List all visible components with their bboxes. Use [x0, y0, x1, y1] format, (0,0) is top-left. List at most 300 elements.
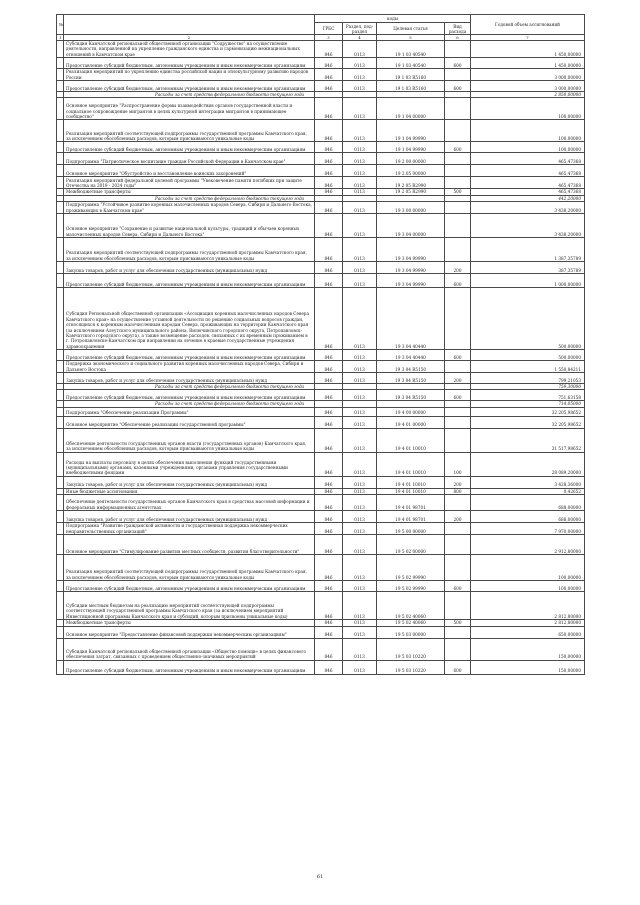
row-name-cell: Субсидия Камчатской региональной общественной организации "Содружество" на осуществление деятельности, направленной на укрепление гражданского единства и гармонизацию межнациональных отношений в Камчатском крае — [64, 41, 315, 58]
row-sum-cell: 100,00000 — [471, 120, 585, 142]
row-num-cell — [57, 274, 64, 288]
row-sum-cell: 2 812,80000 — [471, 620, 585, 626]
row-vid-cell: 600 — [445, 660, 471, 674]
row-target-cell: 19 3 04 99990 — [377, 238, 445, 262]
row-name-cell: Подпрограмма "Патриотическое воспитание граждан Российской Федерации в Камчатском крае" — [64, 153, 315, 165]
row-num-cell — [57, 373, 64, 384]
row-target-cell: 19 4 01 10010 — [377, 428, 445, 452]
row-num-cell — [57, 165, 64, 177]
row-target-cell: 19 3 04 99990 — [377, 274, 445, 288]
row-num-cell — [57, 177, 64, 189]
row-name-cell: Субсидия Региональной общественной организации «Ассоциация коренных малочисленных народов Севера Камчатского края» на осуществление уставной деятельности по решению социальных вопросов граждан, относящихся к коренным малочисленным народам Севера, проживающих на территории Камчатского края (за исключением Алеутского муниципального района, Вилючинского городского округа, Петропавловск-Камчатского городского округа), а также возмещение расходов, связанных с их временным проживанием в г. Петропавловске-Камчатском при направлении на лечение в краевые государственные учреждения здравоохранения — [64, 288, 315, 350]
row-name-cell: Субсидии местным бюджетам на реализацию мероприятий соответствующей подпрограммы соответствующей государственной программы Камчатского края (за исключением мероприятий Инвестиционной программы Камчатского края и субсидий, которым присвоены уникальные коды) — [64, 592, 315, 620]
row-vid-cell — [445, 555, 471, 581]
row-sum-cell: 100,00000 — [471, 581, 585, 592]
row-sum-cell: 32 205,98652 — [471, 407, 585, 416]
row-name-cell: Подпрограмма "Устойчивое развитие коренных малочисленных народов Севера, Сибири и Дальнего Востока, проживающих в Камчатском крае" — [64, 202, 315, 214]
row-num-cell — [57, 41, 64, 58]
row-vid-cell — [445, 98, 471, 120]
row-vid-cell — [445, 238, 471, 262]
row-target-cell: 19 4 01 98701 — [377, 511, 445, 523]
row-sum-cell: 465,47368 — [471, 189, 585, 195]
row-grbs-cell: 846 — [315, 120, 343, 142]
table-row — [57, 120, 585, 142]
row-razdel-cell: 0113 — [343, 488, 377, 494]
row-num-cell — [57, 238, 64, 262]
row-razdel-cell: 0113 — [343, 153, 377, 165]
table-row — [57, 142, 585, 153]
row-sum-cell: 465,47368 — [471, 153, 585, 165]
row-target-cell: 19 3 04 40440 — [377, 350, 445, 361]
row-vid-cell — [445, 214, 471, 238]
table-row — [57, 350, 585, 361]
table-row — [57, 581, 585, 592]
row-razdel-cell: 0113 — [343, 452, 377, 476]
row-sum-cell: 3 000,00000 — [471, 69, 585, 81]
row-sum-cell: 28 089,20000 — [471, 452, 585, 476]
row-target-cell: 19 4 00 00000 — [377, 407, 445, 416]
row-sum-cell: 150,00000 — [471, 638, 585, 660]
table-row — [57, 98, 585, 120]
row-num-cell — [57, 660, 64, 674]
row-grbs-cell: 846 — [315, 626, 343, 638]
row-vid-cell: 500 — [445, 189, 471, 195]
row-razdel-cell: 0113 — [343, 581, 377, 592]
row-name-cell: Основное мероприятие "Сохранение и развитие национальной культуры, традиций и обычаев коренных малочисленных народов Севера, Сибири и Дальнего Востока" — [64, 214, 315, 238]
row-name-cell: Поддержка экономического и социального развития коренных малочисленных народов Севера, Сибири и Дальнего Востока — [64, 361, 315, 373]
row-razdel-cell: 0113 — [343, 81, 377, 92]
row-target-cell: 19 2 05 00000 — [377, 165, 445, 177]
table-row — [57, 153, 585, 165]
row-name-cell: Основное мероприятие "Предоставление финансовой поддержки некоммерческим организациям" — [64, 626, 315, 638]
row-target-cell: 19 5 02 99990 — [377, 581, 445, 592]
row-target-cell: 19 1 03 R5160 — [377, 81, 445, 92]
row-sum-cell: 31 517,98652 — [471, 428, 585, 452]
row-razdel-cell: 0113 — [343, 620, 377, 626]
table-row — [57, 523, 585, 535]
row-vid-cell — [445, 202, 471, 214]
row-grbs-cell: 846 — [315, 165, 343, 177]
row-target-cell: 19 4 01 10010 — [377, 452, 445, 476]
row-grbs-cell: 846 — [315, 41, 343, 58]
row-razdel-cell: 0113 — [343, 98, 377, 120]
row-vid-cell: 600 — [445, 390, 471, 401]
row-grbs-cell: 846 — [315, 189, 343, 195]
row-num-cell — [57, 214, 64, 238]
table-row — [57, 626, 585, 638]
row-razdel-cell: 0113 — [343, 373, 377, 384]
row-name-cell: Обеспечение деятельности государственных органов Камчатского края в средствах массовой информации и федеральных информационных агентствах — [64, 495, 315, 511]
row-razdel-cell: 0113 — [343, 361, 377, 373]
table-row — [57, 41, 585, 58]
row-name-cell: Подпрограмма "Обеспечение реализации Программы" — [64, 407, 315, 416]
row-grbs-cell: 846 — [315, 592, 343, 620]
row-grbs-cell: 846 — [315, 535, 343, 555]
col-index: 3 — [315, 35, 343, 41]
row-sum-cell: 32 205,98652 — [471, 416, 585, 428]
row-sum-cell: 100,00000 — [471, 142, 585, 153]
row-razdel-cell: 0113 — [343, 288, 377, 350]
row-vid-cell — [445, 165, 471, 177]
row-target-cell: 19 3 04 R5150 — [377, 390, 445, 401]
row-vid-cell: 600 — [445, 581, 471, 592]
col-index: 7 — [471, 35, 585, 41]
table-row — [57, 511, 585, 523]
row-target-cell: 19 5 03 10220 — [377, 638, 445, 660]
row-name-cell: Расходы за счет средств федерального бюджета текущего года — [64, 401, 315, 407]
row-target-cell: 19 4 01 00000 — [377, 416, 445, 428]
row-name-cell: Предоставление субсидий бюджетным, автономным учреждениям и иным некоммерческим организациям — [64, 581, 315, 592]
table-row — [57, 238, 585, 262]
row-grbs-cell: 846 — [315, 511, 343, 523]
row-razdel-cell: 0113 — [343, 189, 377, 195]
row-sum-cell: 3 428,36000 — [471, 476, 585, 488]
row-num-cell — [57, 495, 64, 511]
table-row — [57, 262, 585, 274]
row-sum-cell: 759,30000 — [471, 384, 585, 390]
row-sum-cell: 799,21053 — [471, 373, 585, 384]
col-index: 1 — [57, 35, 64, 41]
row-target-cell: 19 1 04 99990 — [377, 120, 445, 142]
row-num-cell — [57, 361, 64, 373]
row-target-cell: 19 1 04 99990 — [377, 142, 445, 153]
table-row — [57, 58, 585, 69]
row-vid-cell: 200 — [445, 476, 471, 488]
table-row — [57, 288, 585, 350]
row-vid-cell — [445, 638, 471, 660]
col-target-header: Целевая статья — [377, 23, 445, 35]
row-name-cell: Межбюджетные трансферты — [64, 620, 315, 626]
row-sum-cell: 1 550,84211 — [471, 361, 585, 373]
row-vid-cell — [445, 416, 471, 428]
row-name-cell: Межбюджетные трансферты — [64, 189, 315, 195]
row-vid-cell — [445, 626, 471, 638]
row-name-cell: Реализация мероприятий федеральной целевой программы "Увековечение памяти погибших при защите Отечества на 2019 - 2024 годы" — [64, 177, 315, 189]
row-num-cell — [57, 452, 64, 476]
row-grbs-cell: 846 — [315, 69, 343, 81]
row-name-cell: Реализация мероприятий по укреплению единства российской нации и этнокультурному развитию народов России — [64, 69, 315, 81]
row-name-cell: Предоставление субсидий бюджетным, автономным учреждениям и иным некоммерческим организациям — [64, 81, 315, 92]
col-vid-header: Вид расхода — [445, 23, 471, 35]
table-row — [57, 495, 585, 511]
row-razdel-cell: 0113 — [343, 274, 377, 288]
row-razdel-cell: 0113 — [343, 407, 377, 416]
row-razdel-cell: 0113 — [343, 41, 377, 58]
row-target-cell: 19 1 03 40540 — [377, 58, 445, 69]
table-row — [57, 428, 585, 452]
row-target-cell: 19 4 01 98701 — [377, 495, 445, 511]
row-name-cell: Расходы на выплаты персоналу в целях обеспечения выполнения функций государственными (муниципальными) органами, казенными учреждениями, органами управления государственными внебюджетными фондами — [64, 452, 315, 476]
row-razdel-cell: 0113 — [343, 390, 377, 401]
row-name-cell: Предоставление субсидий бюджетным, автономным учреждениям и иным некоммерческим организациям — [64, 350, 315, 361]
row-razdel-cell: 0113 — [343, 350, 377, 361]
row-target-cell: 19 3 04 R5150 — [377, 361, 445, 373]
row-name-cell: Основное мероприятие "Обеспечение реализации государственной программы" — [64, 416, 315, 428]
row-num-cell — [57, 511, 64, 523]
row-target-cell: 19 5 02 99990 — [377, 555, 445, 581]
row-razdel-cell: 0113 — [343, 165, 377, 177]
row-num-cell — [57, 638, 64, 660]
row-vid-cell — [445, 428, 471, 452]
row-sum-cell: 387,35789 — [471, 262, 585, 274]
row-sum-cell: 0,42652 — [471, 488, 585, 494]
row-grbs-cell: 846 — [315, 620, 343, 626]
row-vid-cell — [445, 177, 471, 189]
row-grbs-cell: 846 — [315, 488, 343, 494]
row-vid-cell: 200 — [445, 373, 471, 384]
row-name-cell: Предоставление субсидий бюджетным, автономным учреждениям и иным некоммерческим организациям — [64, 660, 315, 674]
row-grbs-cell: 846 — [315, 660, 343, 674]
row-vid-cell: 100 — [445, 452, 471, 476]
row-razdel-cell: 0113 — [343, 262, 377, 274]
table-row — [57, 202, 585, 214]
row-num-cell — [57, 98, 64, 120]
row-name-cell: Основное мероприятие "Стимулирование развития местных сообществ, развития благотворительности" — [64, 535, 315, 555]
row-sum-cell: 500,00000 — [471, 350, 585, 361]
row-target-cell: 19 1 04 00000 — [377, 98, 445, 120]
row-target-cell: 19 3 04 99990 — [377, 262, 445, 274]
row-num-cell — [57, 428, 64, 452]
table-row — [57, 407, 585, 416]
row-sum-cell: 7 970,00000 — [471, 523, 585, 535]
row-num-cell — [57, 288, 64, 350]
col-index: 5 — [377, 35, 445, 41]
col-name-header — [64, 15, 315, 35]
row-sum-cell: 2 850,00000 — [471, 92, 585, 98]
row-vid-cell — [445, 120, 471, 142]
row-num-cell — [57, 407, 64, 416]
table-row — [57, 274, 585, 288]
row-name-cell: Реализация мероприятий соответствующей подпрограммы государственной программы Камчатского края, за исключением обособленных расходов, которым присваиваются уникальные коды — [64, 555, 315, 581]
row-name-cell: Закупка товаров, работ и услуг для обеспечения государственных (муниципальных) нужд — [64, 262, 315, 274]
row-razdel-cell: 0113 — [343, 120, 377, 142]
row-grbs-cell: 846 — [315, 81, 343, 92]
table-row — [57, 555, 585, 581]
row-grbs-cell: 846 — [315, 476, 343, 488]
col-index: 6 — [445, 35, 471, 41]
row-grbs-cell: 846 — [315, 98, 343, 120]
row-razdel-cell: 0113 — [343, 476, 377, 488]
table-row — [57, 592, 585, 620]
row-num-cell — [57, 555, 64, 581]
row-target-cell: 19 5 02 40060 — [377, 592, 445, 620]
row-name-cell: Предоставление субсидий бюджетным, автономным учреждениям и иным некоммерческим организациям — [64, 390, 315, 401]
row-vid-cell — [445, 288, 471, 350]
row-target-cell: 19 4 01 10010 — [377, 476, 445, 488]
table-row — [57, 416, 585, 428]
row-grbs-cell: 846 — [315, 555, 343, 581]
row-target-cell: 19 4 01 10010 — [377, 488, 445, 494]
row-grbs-cell: 846 — [315, 523, 343, 535]
row-target-cell: 19 1 03 R5160 — [377, 69, 445, 81]
row-sum-cell: 650,00000 — [471, 626, 585, 638]
row-vid-cell: 500 — [445, 620, 471, 626]
table-row — [57, 165, 585, 177]
row-num-cell — [57, 581, 64, 592]
row-razdel-cell: 0113 — [343, 202, 377, 214]
row-grbs-cell: 846 — [315, 288, 343, 350]
row-vid-cell: 200 — [445, 262, 471, 274]
table-row — [57, 373, 585, 384]
row-num-cell — [57, 153, 64, 165]
row-num-cell — [57, 535, 64, 555]
row-target-cell: 19 5 02 40060 — [377, 620, 445, 626]
table-row — [57, 452, 585, 476]
row-grbs-cell: 846 — [315, 581, 343, 592]
row-razdel-cell: 0113 — [343, 660, 377, 674]
row-target-cell: 19 5 00 00000 — [377, 523, 445, 535]
col-index: 4 — [343, 35, 377, 41]
table-row — [57, 638, 585, 660]
row-num-cell — [57, 592, 64, 620]
row-target-cell: 19 3 04 R5150 — [377, 373, 445, 384]
row-target-cell: 19 5 03 00000 — [377, 626, 445, 638]
row-target-cell: 19 3 04 00000 — [377, 214, 445, 238]
col-num-header: № — [57, 15, 64, 35]
row-razdel-cell: 0113 — [343, 555, 377, 581]
col-grbs-header: ГРБС — [315, 23, 343, 35]
row-grbs-cell: 846 — [315, 238, 343, 262]
row-num-cell — [57, 58, 64, 69]
row-razdel-cell: 0113 — [343, 58, 377, 69]
row-sum-cell: 1 000,00000 — [471, 274, 585, 288]
row-razdel-cell: 0113 — [343, 142, 377, 153]
row-sum-cell: 1 387,35789 — [471, 238, 585, 262]
row-num-cell — [57, 69, 64, 81]
row-grbs-cell: 846 — [315, 274, 343, 288]
row-vid-cell: 600 — [445, 274, 471, 288]
row-target-cell: 19 5 03 10220 — [377, 660, 445, 674]
row-vid-cell — [445, 153, 471, 165]
row-vid-cell — [445, 523, 471, 535]
row-num-cell — [57, 262, 64, 274]
row-name-cell: Обеспечение деятельности государственных органов власти (государственных органов) Камчатского края, за исключением обособленных расходов, которым присваиваются уникальные коды — [64, 428, 315, 452]
row-grbs-cell: 846 — [315, 428, 343, 452]
table-row — [57, 81, 585, 92]
row-grbs-cell: 846 — [315, 153, 343, 165]
row-grbs-cell: 846 — [315, 638, 343, 660]
row-grbs-cell: 846 — [315, 214, 343, 238]
table-row — [57, 660, 585, 674]
row-sum-cell: 150,00000 — [471, 660, 585, 674]
col-razdel-header: Раздел, под-раздел — [343, 23, 377, 35]
row-razdel-cell: 0113 — [343, 495, 377, 511]
row-name-cell: Закупка товаров, работ и услуг для обеспечения государственных (муниципальных) нужд — [64, 373, 315, 384]
row-vid-cell — [445, 361, 471, 373]
row-target-cell: 19 3 04 40440 — [377, 288, 445, 350]
row-sum-cell: 2 812,80000 — [471, 592, 585, 620]
table-row — [57, 69, 585, 81]
row-grbs-cell: 846 — [315, 262, 343, 274]
row-name-cell: Субсидия Камчатской региональной общественной организации «Общество помощи» в целях финансового обеспечения затрат, связанных с проведением общественно-значимых мероприятий — [64, 638, 315, 660]
table-body — [57, 41, 585, 675]
row-sum-cell: 465,47368 — [471, 177, 585, 189]
row-target-cell: 19 2 00 00000 — [377, 153, 445, 165]
row-razdel-cell: 0113 — [343, 428, 377, 452]
row-grbs-cell: 846 — [315, 416, 343, 428]
row-razdel-cell: 0113 — [343, 511, 377, 523]
row-razdel-cell: 0113 — [343, 626, 377, 638]
row-name-cell: Предоставление субсидий бюджетным, автономным учреждениям и иным некоммерческим организациям — [64, 274, 315, 288]
row-name-cell: Реализация мероприятий соответствующей подпрограммы государственной программы Камчатского края, за исключением обособленных расходов, которым присваиваются уникальные коды — [64, 120, 315, 142]
row-razdel-cell: 0113 — [343, 638, 377, 660]
row-grbs-cell: 846 — [315, 407, 343, 416]
row-grbs-cell: 846 — [315, 390, 343, 401]
row-vid-cell: 600 — [445, 58, 471, 69]
budget-table — [56, 14, 585, 675]
row-grbs-cell: 846 — [315, 452, 343, 476]
row-name-cell: Реализация мероприятий соответствующей подпрограммы государственной программы Камчатского края, за исключением обособленных расходов, которым присваиваются уникальные коды — [64, 238, 315, 262]
row-name-cell: Закупка товаров, работ и услуг для обеспечения государственных (муниципальных) нужд — [64, 476, 315, 488]
row-name-cell: Расходы за счет средств федерального бюджета текущего года — [64, 92, 315, 98]
row-name-cell: Основное мероприятие "Распространение формы взаимодействия органов государственной власти и социальное сопровождение мигрантов в целях культурной интеграции мигрантов в принимающее сообщество" — [64, 98, 315, 120]
row-target-cell: 19 2 05 R2990 — [377, 177, 445, 189]
row-name-cell: Предоставление субсидий бюджетным, автономным учреждениям и иным некоммерческим организациям — [64, 142, 315, 153]
row-num-cell — [57, 416, 64, 428]
row-grbs-cell: 846 — [315, 373, 343, 384]
row-vid-cell — [445, 69, 471, 81]
row-razdel-cell: 0113 — [343, 535, 377, 555]
row-razdel-cell: 0113 — [343, 416, 377, 428]
row-vid-cell: 600 — [445, 350, 471, 361]
row-sum-cell: 1 450,00000 — [471, 58, 585, 69]
row-target-cell: 19 3 00 00000 — [377, 202, 445, 214]
table-row — [57, 361, 585, 373]
row-grbs-cell: 846 — [315, 177, 343, 189]
row-vid-cell: 800 — [445, 488, 471, 494]
row-num-cell — [57, 626, 64, 638]
row-num-cell — [57, 142, 64, 153]
codes-header: коды — [315, 15, 471, 23]
row-grbs-cell: 846 — [315, 58, 343, 69]
row-target-cell: 19 2 05 R2990 — [377, 189, 445, 195]
row-name-cell: Иные бюджетные ассигнования — [64, 488, 315, 494]
row-vid-cell: 600 — [445, 81, 471, 92]
row-target-cell: 19 1 03 40540 — [377, 41, 445, 58]
row-name-cell: Расходы за счет средств федерального бюджета текущего года — [64, 195, 315, 201]
col-sum-header: Годовой объем ассигнований — [471, 15, 585, 35]
row-sum-cell: 714,05000 — [471, 401, 585, 407]
row-sum-cell: 465,47368 — [471, 165, 585, 177]
row-name-cell: Расходы за счет средств федерального бюджета текущего года — [64, 384, 315, 390]
page-number: 61 — [316, 874, 324, 880]
row-razdel-cell: 0113 — [343, 214, 377, 238]
table-row — [57, 177, 585, 189]
row-name-cell: Основное мероприятие "Обустройство и восстановление воинских захоронений" — [64, 165, 315, 177]
row-sum-cell: 100,00000 — [471, 98, 585, 120]
budget-table-sheet — [56, 14, 584, 675]
row-vid-cell — [445, 407, 471, 416]
row-grbs-cell: 846 — [315, 142, 343, 153]
row-vid-cell — [445, 495, 471, 511]
row-vid-cell — [445, 592, 471, 620]
row-razdel-cell: 0113 — [343, 523, 377, 535]
table-row — [57, 214, 585, 238]
row-razdel-cell: 0113 — [343, 238, 377, 262]
table-row — [57, 476, 585, 488]
table-row — [57, 535, 585, 555]
row-num-cell — [57, 81, 64, 92]
row-grbs-cell: 846 — [315, 350, 343, 361]
row-sum-cell: 3 000,00000 — [471, 81, 585, 92]
row-num-cell — [57, 202, 64, 214]
row-name-cell: Закупка товаров, работ и услуг для обеспечения государственных (муниципальных) нужд — [64, 511, 315, 523]
row-vid-cell — [445, 41, 471, 58]
row-vid-cell — [445, 535, 471, 555]
row-sum-cell: 3 438,20000 — [471, 202, 585, 214]
row-sum-cell: 100,00000 — [471, 555, 585, 581]
row-grbs-cell: 846 — [315, 361, 343, 373]
